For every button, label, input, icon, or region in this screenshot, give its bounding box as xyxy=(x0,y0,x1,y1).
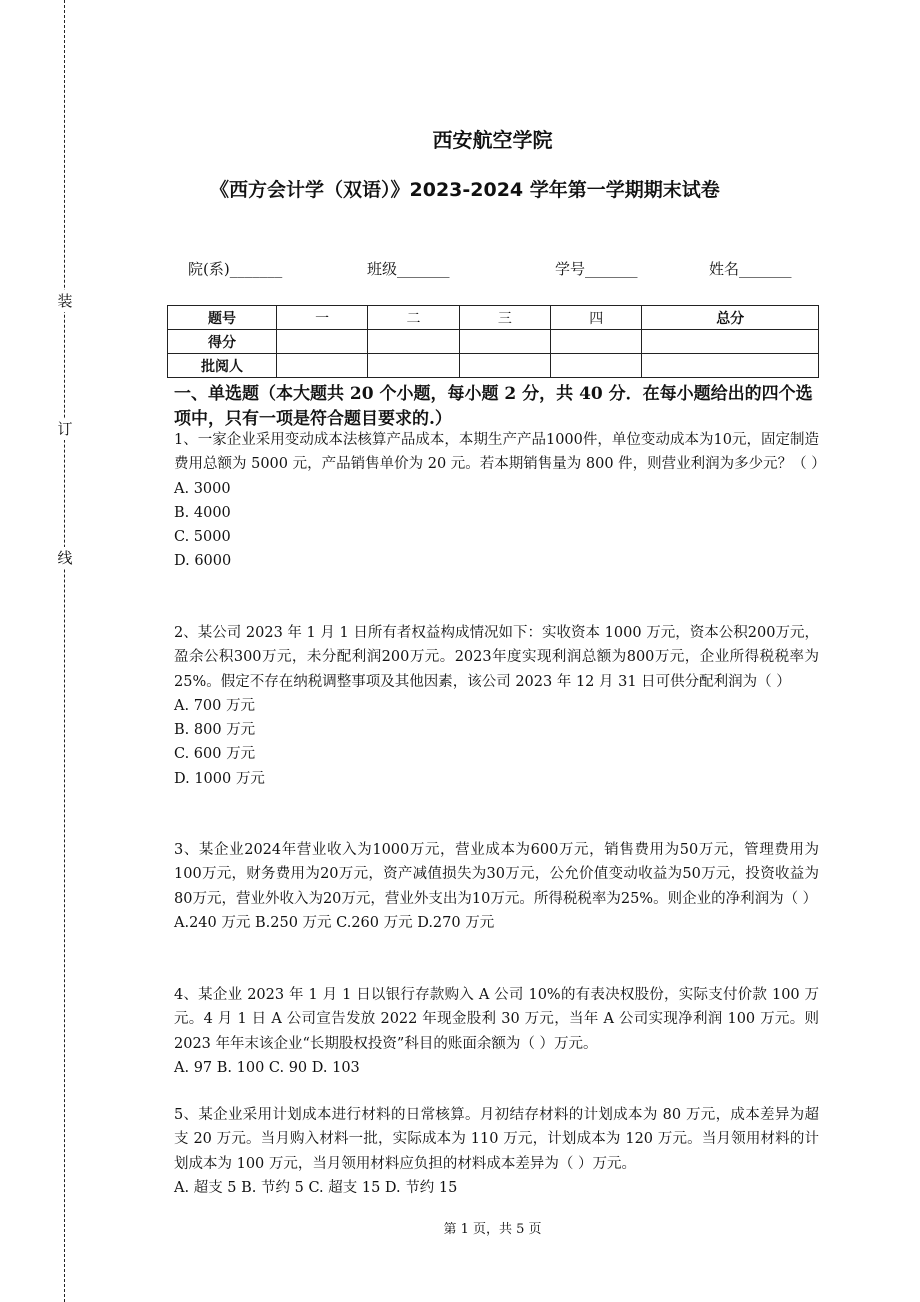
score-cell xyxy=(459,330,550,354)
reviewer-cell xyxy=(277,354,368,378)
score-cell xyxy=(551,330,642,354)
department-field: 院(系)_______ xyxy=(188,260,283,278)
option: C. 600 万元 xyxy=(174,746,256,763)
class-field: 班级_______ xyxy=(367,260,450,278)
score-cell xyxy=(368,330,459,354)
score-cell xyxy=(277,330,368,354)
score-header-cell: 四 xyxy=(551,306,642,330)
option: B. 800 万元 xyxy=(174,722,256,739)
reviewer-cell xyxy=(642,354,819,378)
score-row xyxy=(168,330,819,354)
score-cell xyxy=(642,330,819,354)
reviewer-cell xyxy=(368,354,459,378)
section-heading: 一、单选题（本大题共 20 个小题，每小题 2 分，共 40 分．在每小题给出的四个选项中，只有一项是符合题目要求的.） xyxy=(174,384,813,429)
score-header-cell: 二 xyxy=(368,306,459,330)
school-name: 西安航空学院 xyxy=(432,128,553,152)
option-line: A. 超支 5 B. 节约 5 C. 超支 15 D. 节约 15 xyxy=(174,1179,458,1196)
score-header-cell: 三 xyxy=(459,306,550,330)
question-1 xyxy=(174,428,826,574)
option: B. 4000 xyxy=(174,504,231,521)
score-table-header-row xyxy=(168,306,819,330)
question-3 xyxy=(174,838,819,935)
score-header-cell: 题号 xyxy=(168,306,277,330)
reviewer-row xyxy=(168,354,819,378)
reviewer-cell xyxy=(551,354,642,378)
option-line: A. 97 B. 100 C. 90 D. 103 xyxy=(174,1059,360,1076)
score-table xyxy=(167,305,819,378)
question-text: 3、某企业2024年营业收入为1000万元，营业成本为600万元，销售费用为50万元，管理费用为100万元，财务费用为20万元，资产减值损失为30万元，公允价值变动收益为50万元，投资收益为80万元，营业外收入为20万元，营业外支出为10万元。所得税税率为25%。则企业的净利润为（ ） xyxy=(174,842,819,907)
exam-title: 《西方会计学（双语）》2023-2024 学年第一学期期末试卷 xyxy=(210,179,720,201)
reviewer-cell xyxy=(459,354,550,378)
option: D. 1000 万元 xyxy=(174,770,265,787)
option: A. 700 万元 xyxy=(174,697,255,714)
question-4 xyxy=(174,983,819,1080)
binding-char-ding: 订 xyxy=(55,418,75,440)
score-header-cell: 总分 xyxy=(642,306,819,330)
question-text: 4、某企业 2023 年 1 月 1 日以银行存款购入 A 公司 10%的有表决权股份，实际支付价款 100 万元。4 月 1 日 A 公司宣告发放 2022 年现金股利 30 万元，当年 A 公司实现净利润 100 万元。则 2023 年年末该企业“长期股权投资”科目的账面余额为（ ）万元。 xyxy=(174,987,819,1052)
question-text: 1、一家企业采用变动成本法核算产品成本，本期生产产品1000件，单位变动成本为10元，固定制造费用总额为 5000 元，产品销售单价为 20 元。若本期销售量为 800 件，则营业利润为多少元？（ ） xyxy=(174,432,826,473)
option: C. 5000 xyxy=(174,529,231,546)
page-footer: 第 1 页，共 5 页 xyxy=(443,1222,542,1237)
question-2 xyxy=(174,621,819,791)
score-row-label: 得分 xyxy=(168,330,277,354)
question-5 xyxy=(174,1103,819,1200)
binding-dashed-line xyxy=(64,0,65,1302)
option-line: A.240 万元 B.250 万元 C.260 万元 D.270 万元 xyxy=(174,914,495,931)
option: D. 6000 xyxy=(174,553,232,570)
binding-char-xian: 线 xyxy=(55,547,75,569)
binding-char-zhuang: 装 xyxy=(55,290,75,312)
question-text: 5、某企业采用计划成本进行材料的日常核算。月初结存材料的计划成本为 80 万元，成本差异为超支 20 万元。当月购入材料一批，实际成本为 110 万元，计划成本为 120 万元。当月领用材料的计划成本为 100 万元，当月领用材料应负担的材料成本差异为（ ）万元。 xyxy=(174,1107,819,1172)
student-id-field: 学号_______ xyxy=(555,260,638,278)
question-text: 2、某公司 2023 年 1 月 1 日所有者权益构成情况如下：实收资本 1000 万元，资本公积200万元，盈余公积300万元，未分配利润200万元。2023年度实现利润总额为800万元，企业所得税税率为 25%。假定不存在纳税调整事项及其他因素，该公司 2023 年 12 月 31 日可供分配利润为（ ） xyxy=(174,625,819,690)
score-header-cell: 一 xyxy=(277,306,368,330)
reviewer-row-label: 批阅人 xyxy=(168,354,277,378)
name-field: 姓名_______ xyxy=(709,260,792,278)
option: A. 3000 xyxy=(174,480,231,497)
